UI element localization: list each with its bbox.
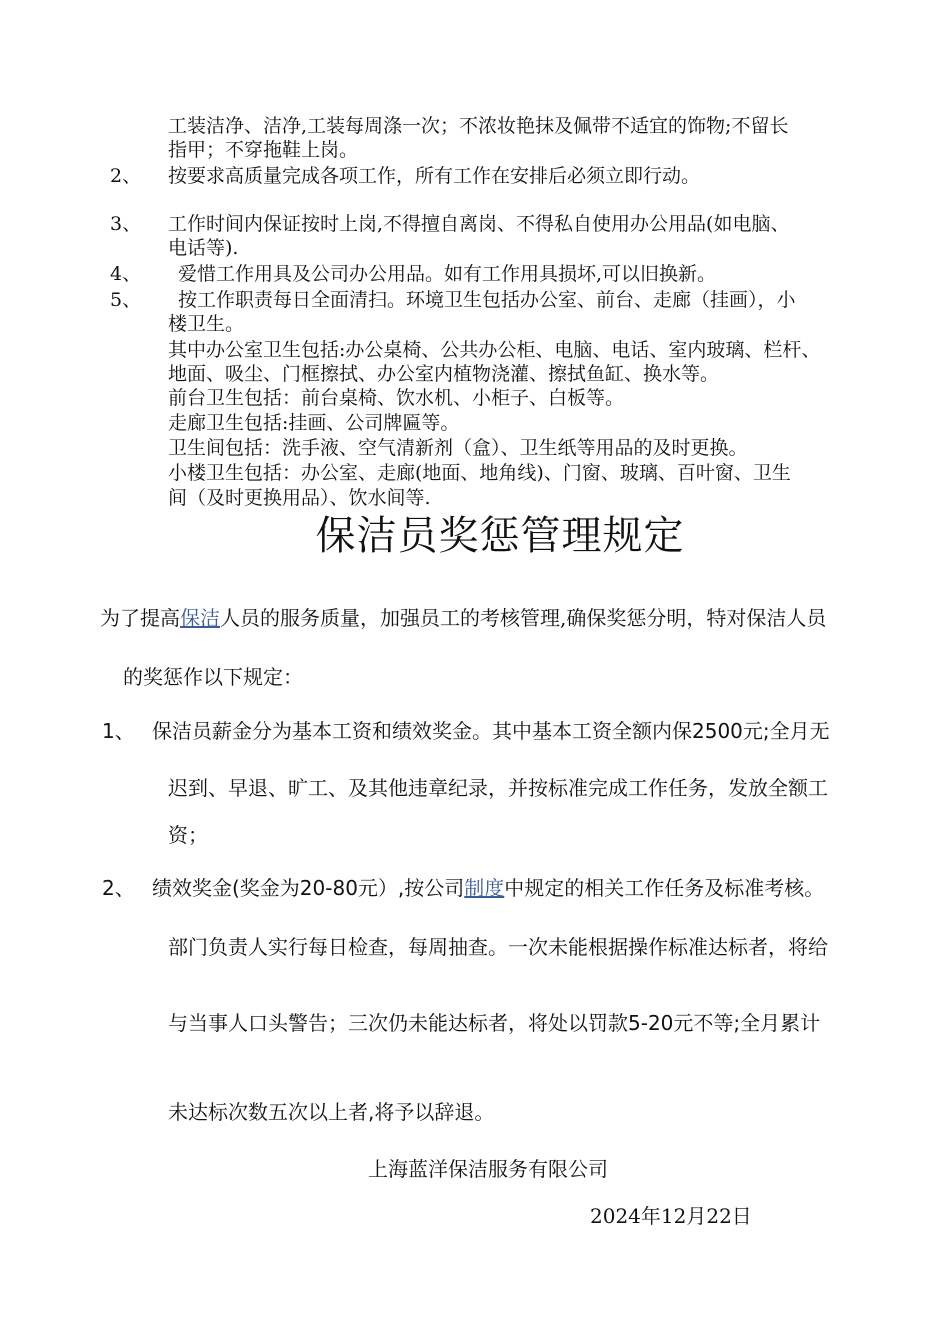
rule-5-line-5: 前台卫生包括：前台桌椅、饮水机、小柜子、白板等。 xyxy=(168,387,625,409)
rule-5-number: 5、 xyxy=(110,289,142,311)
rule-3-line-1: 工作时间内保证按时上岗,不得擅自离岗、不得私自使用办公用品(如电脑、 xyxy=(168,213,790,235)
policy-2-number: 2、 xyxy=(102,876,135,900)
policy-2-line-3: 与当事人口头警告；三次仍未能达标者，将处以罚款5-20元不等;全月累计 xyxy=(168,1011,821,1035)
rule-3-line-2: 电话等). xyxy=(168,237,239,259)
policy-2-line-1 xyxy=(152,875,824,901)
rule-5-line-7: 卫生间包括：洗手液、空气清新剂（盒）、卫生纸等用品的及时更换。 xyxy=(168,437,748,459)
rule-4-line-1: 爱惜工作用具及公司办公用品。如有工作用具损坏,可以旧换新。 xyxy=(178,263,717,285)
rule-5-line-9: 间（及时更换用品）、饮水间等. xyxy=(168,487,431,509)
policy-2-link-zhidu[interactable]: 制度 xyxy=(464,876,505,900)
rule-5-line-6: 走廊卫生包括:挂画、公司牌匾等。 xyxy=(168,412,460,434)
rule-2-line-1: 按要求高质量完成各项工作，所有工作在安排后必须立即行动。 xyxy=(168,165,701,187)
document-date: 2024年12月22日 xyxy=(590,1204,752,1228)
rule-5-line-2: 楼卫生。 xyxy=(168,313,245,335)
policy-1-line-2: 迟到、早退、旷工、及其他违章纪录，并按标准完成工作任务，发放全额工 xyxy=(168,776,828,800)
policy-1-number: 1、 xyxy=(102,719,135,743)
policy-2-line-4: 未达标次数五次以上者,将予以辞退。 xyxy=(168,1100,495,1124)
intro-text-a: 为了提高 xyxy=(100,606,180,630)
policy-2-text-a: 绩效奖金(奖金为20-80元）,按公司 xyxy=(152,876,465,900)
intro-line-1 xyxy=(100,605,826,631)
intro-text-b: 人员的服务质量，加强员工的考核管理,确保奖惩分明，特对保洁人员 xyxy=(220,606,827,630)
intro-line-2: 的奖惩作以下规定： xyxy=(123,665,303,689)
rule-5-line-1: 按工作职责每日全面清扫。环境卫生包括办公室、前台、走廊（挂画），小 xyxy=(178,289,796,311)
policy-1-line-3: 资； xyxy=(168,823,208,847)
intro-link-baojie[interactable]: 保洁 xyxy=(180,606,220,630)
rule-5-line-4: 地面、吸尘、门框擦拭、办公室内植物浇灌、擦拭鱼缸、换水等。 xyxy=(168,363,720,385)
rule-3-number: 3、 xyxy=(110,213,142,235)
document-title: 保洁员奖惩管理规定 xyxy=(315,513,685,559)
rule-1-line-2: 指甲；不穿拖鞋上岗。 xyxy=(168,139,359,161)
rule-2-number: 2、 xyxy=(110,165,142,187)
rule-5-line-3: 其中办公室卫生包括:办公桌椅、公共办公柜、电脑、电话、室内玻璃、栏杆、 xyxy=(168,339,821,361)
policy-2-text-b: 中规定的相关工作任务及标准考核。 xyxy=(504,876,825,900)
rule-5-line-8: 小楼卫生包括：办公室、走廊(地面、地角线)、门窗、玻璃、百叶窗、卫生 xyxy=(168,462,791,484)
rule-1-line-1: 工装洁净、洁净,工装每周涤一次；不浓妆艳抹及佩带不适宜的饰物;不留长 xyxy=(168,115,789,137)
policy-1-line-1: 保洁员薪金分为基本工资和绩效奖金。其中基本工资全额内保2500元;全月无 xyxy=(152,719,830,743)
policy-2-line-2: 部门负责人实行每日检查，每周抽查。一次未能根据操作标准达标者，将给 xyxy=(168,935,828,959)
company-name: 上海蓝洋保洁服务有限公司 xyxy=(368,1157,608,1181)
rule-4-number: 4、 xyxy=(110,263,142,285)
